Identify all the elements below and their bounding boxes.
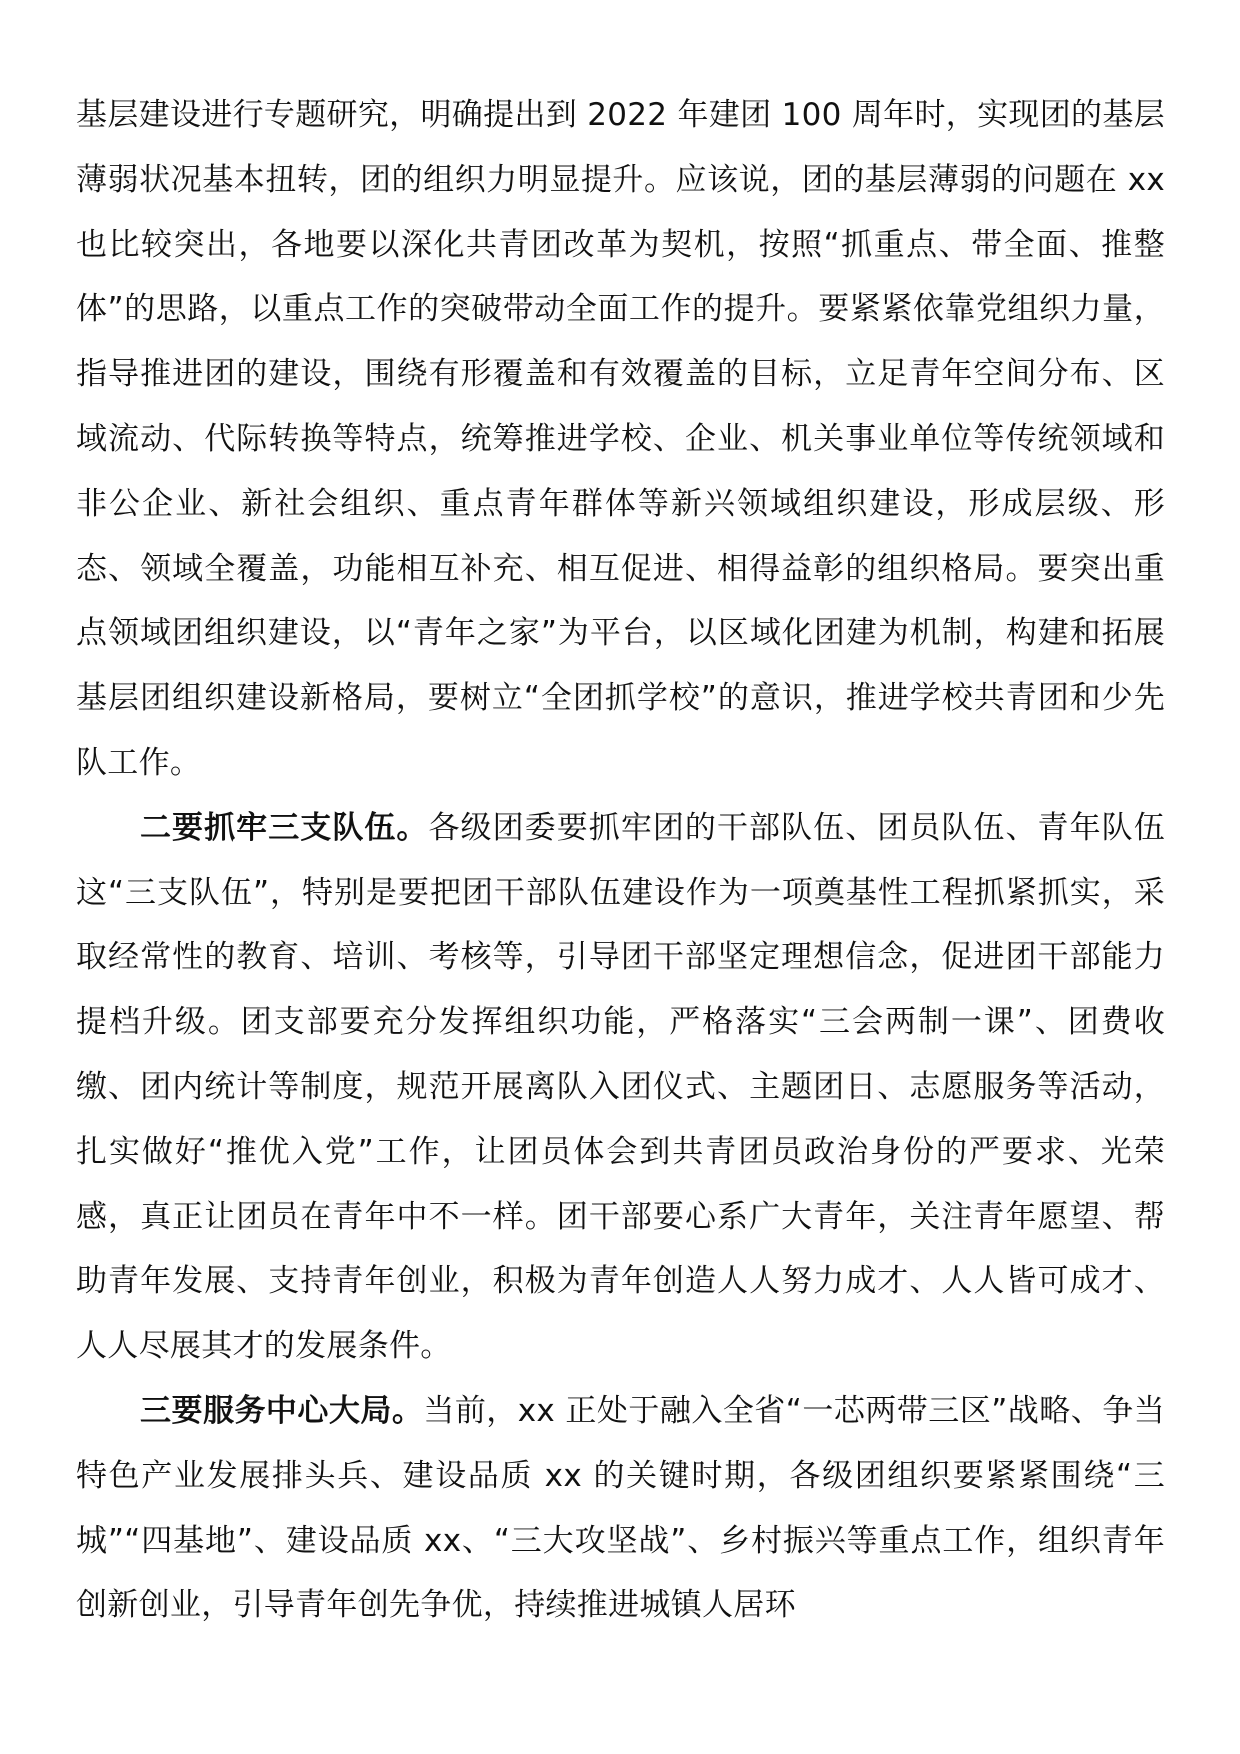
paragraph-2 <box>76 796 1165 1379</box>
paragraph-3 <box>76 1379 1165 1638</box>
paragraph-2-heading: 二要抓牢三支队伍。 <box>140 809 429 846</box>
paragraph-1-text: 基层建设进行专题研究，明确提出到 2022 年建团 100 周年时，实现团的基层薄弱状况基本扭转，团的组织力明显提升。应该说，团的基层薄弱的问题在 xx 也比较突出，各地要以深化共青团改革为契机，按照“抓重点、带全面、推整体”的思路，以重点工作的突破带动全面工作的提升。要紧紧依靠党组织力量，指导推进团的建设，围绕有形覆盖和有效覆盖的目标，立足青年空间分布、区域流动、代际转换等特点，统筹推进学校、企业、机关事业单位等传统领域和非公企业、新社会组织、重点青年群体等新兴领域组织建设，形成层级、形态、领域全覆盖，功能相互补充、相互促进、相得益彰的组织格局。要突出重点领域团组织建设，以“青年之家”为平台，以区域化团建为机制，构建和拓展基层团组织建设新格局，要树立“全团抓学校”的意识，推进学校共青团和少先队工作。 <box>76 97 1165 781</box>
paragraph-3-heading: 三要服务中心大局。 <box>140 1392 424 1429</box>
paragraph-1 <box>76 83 1165 796</box>
paragraph-3-text: 当前，xx 正处于融入全省“一芯两带三区”战略、争当特色产业发展排头兵、建设品质 xx 的关键时期，各级团组织要紧紧围绕“三城”“四基地”、建设品质 xx、“三大攻坚战”、乡村振兴等重点工作，组织青年创新创业，引导青年创先争优，持续推进城镇人居环 <box>76 1392 1165 1624</box>
paragraph-2-text: 各级团委要抓牢团的干部队伍、团员队伍、青年队伍这“三支队伍”，特别是要把团干部队伍建设作为一项奠基性工程抓紧抓实，采取经常性的教育、培训、考核等，引导团干部坚定理想信念，促进团干部能力提档升级。团支部要充分发挥组织功能，严格落实“三会两制一课”、团费收缴、团内统计等制度，规范开展离队入团仪式、主题团日、志愿服务等活动，扎实做好“推优入党”工作，让团员体会到共青团员政治身份的严要求、光荣感，真正让团员在青年中不一样。团干部要心系广大青年，关注青年愿望、帮助青年发展、支持青年创业，积极为青年创造人人努力成才、人人皆可成才、人人尽展其才的发展条件。 <box>76 809 1165 1365</box>
